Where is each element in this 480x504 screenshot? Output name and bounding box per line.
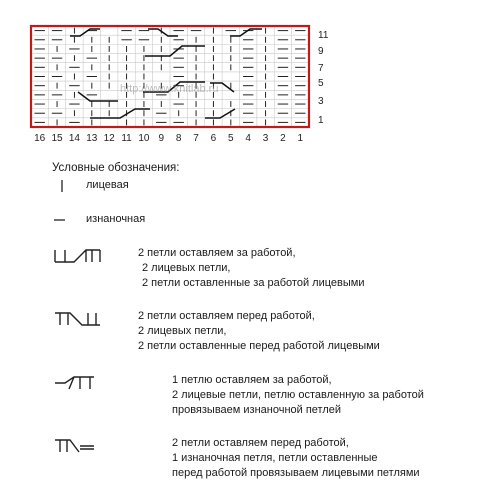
legend-item-cable-2-2-front (138, 309, 380, 354)
column-number: 9 (158, 133, 165, 144)
column-number: 12 (103, 133, 115, 144)
column-number: 2 (280, 133, 286, 144)
column-number: 10 (138, 133, 150, 144)
legend-text: 2 лицевые петли, петлю оставленную за работой (172, 389, 424, 401)
chart-svg (0, 0, 480, 150)
column-number: 4 (245, 133, 251, 144)
cable-2-2-back-icon (52, 246, 104, 269)
legend-title: Условные обозначения: (52, 162, 180, 174)
legend-text: 2 петли оставленные за работой лицевыми (142, 277, 365, 289)
cable-symbols (70, 29, 262, 118)
cable-cross (90, 109, 150, 118)
legend-text: 1 петлю оставляем за работой, (172, 374, 332, 386)
row-number: 3 (318, 96, 324, 107)
watermark: http://www.knitlab.ru (120, 83, 219, 95)
legend-item-cable-2-2-back (138, 246, 364, 291)
legend-text: провязываем изнаночной петлей (172, 404, 342, 416)
column-number: 14 (68, 133, 80, 144)
legend-item-purl (86, 212, 145, 227)
row-number: 5 (318, 78, 324, 89)
legend-text: 2 лицевых петли, (138, 325, 227, 337)
column-number: 16 (34, 133, 46, 144)
legend-text: перед работой провязываем лицевыми петлями (172, 467, 420, 479)
legend-text: 2 петли оставляем перед работой, (172, 437, 349, 449)
grid-lines (31, 26, 309, 127)
legend-text: 2 петли оставляем перед работой, (138, 310, 315, 322)
purl-stitch-icon (52, 212, 68, 230)
row-number: 1 (318, 115, 324, 126)
column-number: 6 (210, 133, 217, 144)
legend-item-knit (86, 178, 129, 193)
legend-text: лицевая (86, 179, 129, 191)
cable-2-1-back-purl-icon (52, 373, 98, 396)
row-number: 7 (318, 63, 324, 74)
legend-text: 2 петли оставленные перед работой лицевыми (138, 340, 380, 352)
row-numbers (318, 30, 329, 126)
column-number: 8 (175, 133, 182, 144)
legend-item-cable-2-1-front-purl (172, 436, 420, 481)
knitting-chart (0, 0, 480, 150)
legend-text: 2 петли оставляем за работой, (138, 247, 296, 259)
column-number: 7 (193, 133, 199, 144)
cable-2-2-front-icon (52, 309, 104, 332)
column-number: 1 (297, 133, 304, 144)
knit-stitch-icon (58, 178, 68, 199)
row-number: 9 (318, 46, 324, 57)
column-numbers (34, 133, 303, 144)
legend-text: 2 лицевых петли, (142, 262, 231, 274)
column-number: 3 (262, 133, 269, 144)
legend-text: 1 изнаночная петля, петли оставленные (172, 452, 378, 464)
column-number: 15 (51, 133, 63, 144)
column-number: 11 (121, 133, 132, 144)
legend-item-cable-2-1-back-purl (172, 373, 424, 418)
column-number: 5 (228, 133, 234, 144)
row-number: 11 (318, 30, 329, 41)
cable-2-1-front-purl-icon (52, 436, 98, 459)
legend-text: изнаночная (86, 213, 146, 225)
column-number: 13 (86, 133, 98, 144)
